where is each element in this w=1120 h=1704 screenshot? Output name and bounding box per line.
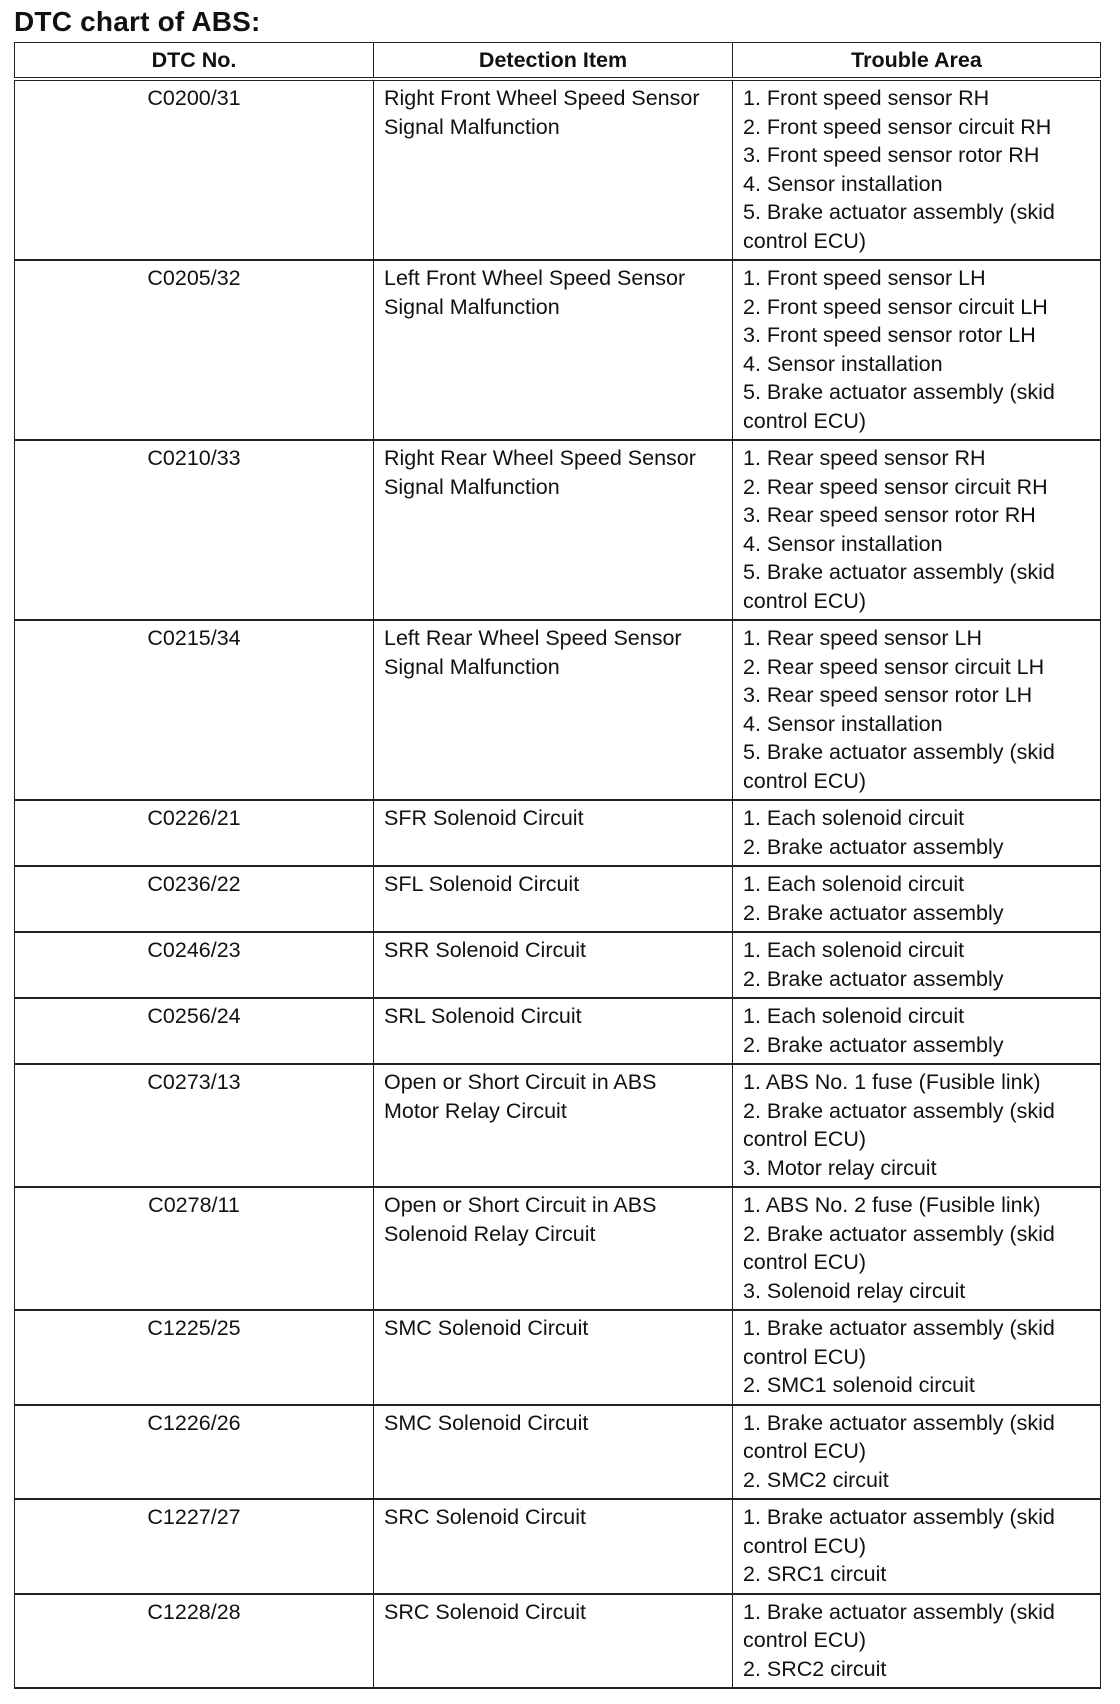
trouble-area-line: 5. Brake actuator assembly (skid — [743, 200, 1055, 224]
trouble-area-line: control ECU) — [743, 1250, 867, 1274]
trouble-area-line: 4. Sensor installation — [743, 171, 943, 196]
detection-item-line: Signal Malfunction — [384, 294, 560, 319]
trouble-area-line: 1. Each solenoid circuit — [743, 938, 965, 962]
trouble-area-line: 1. Each solenoid circuit — [743, 872, 965, 896]
detection-item-cell — [374, 800, 733, 866]
trouble-area-cell — [733, 1405, 1101, 1500]
trouble-area-cell — [733, 620, 1101, 800]
trouble-area-line: 2. SRC1 circuit — [743, 1562, 887, 1586]
page-title: DTC chart of ABS: — [14, 6, 261, 37]
detection-item-line: Right Rear Wheel Speed Sensor — [384, 446, 696, 470]
table-header-row — [15, 43, 1101, 80]
trouble-area-line: 2. Brake actuator assembly — [743, 966, 1004, 991]
trouble-area-cell — [733, 1187, 1101, 1310]
dtc-code-cell: C0256/24 — [15, 998, 374, 1064]
trouble-area-line: 1. ABS No. 2 fuse (Fusible link) — [743, 1193, 1041, 1217]
table-row — [15, 1187, 1101, 1310]
detection-item-line: Signal Malfunction — [384, 114, 560, 139]
trouble-area-line: control ECU) — [743, 228, 867, 253]
header-dtc-no: DTC No. — [15, 43, 374, 80]
trouble-area-line: 1. Brake actuator assembly (skid — [743, 1599, 1055, 1624]
table-row — [15, 260, 1101, 440]
trouble-area-line: control ECU) — [743, 1344, 867, 1369]
detection-item-cell — [374, 1310, 733, 1405]
trouble-area-line: 2. SRC2 circuit — [743, 1656, 887, 1681]
trouble-area-line: 5. Brake actuator assembly (skid — [743, 560, 1055, 584]
dtc-code-cell: C0205/32 — [15, 260, 374, 440]
dtc-code-cell: C0210/33 — [15, 440, 374, 620]
trouble-area-line: 3. Rear speed sensor rotor RH — [743, 503, 1036, 527]
table-row — [15, 1064, 1101, 1187]
trouble-area-line: 4. Sensor installation — [743, 711, 943, 736]
detection-item-line: SRC Solenoid Circuit — [384, 1505, 586, 1529]
trouble-area-cell — [733, 440, 1101, 620]
detection-item-line: Right Front Wheel Speed Sensor — [384, 86, 700, 110]
dtc-code-cell: C0236/22 — [15, 866, 374, 932]
detection-item-line: SRC Solenoid Circuit — [384, 1599, 586, 1624]
detection-item-line: SMC Solenoid Circuit — [384, 1410, 589, 1435]
trouble-area-line: control ECU) — [743, 768, 867, 793]
trouble-area-cell — [733, 79, 1101, 260]
detection-item-line: Solenoid Relay Circuit — [384, 1221, 596, 1246]
trouble-area-line: 3. Front speed sensor rotor LH — [743, 323, 1036, 347]
detection-item-line: SFL Solenoid Circuit — [384, 872, 580, 896]
detection-item-line: Signal Malfunction — [384, 474, 560, 499]
table-row — [15, 79, 1101, 260]
trouble-area-cell — [733, 1064, 1101, 1187]
dtc-code-cell: C1228/28 — [15, 1594, 374, 1689]
table-row — [15, 800, 1101, 866]
trouble-area-line: 2. Front speed sensor circuit LH — [743, 294, 1048, 319]
trouble-area-line: 1. Front speed sensor LH — [743, 266, 986, 290]
detection-item-line: Open or Short Circuit in ABS — [384, 1070, 657, 1094]
detection-item-line: Open or Short Circuit in ABS — [384, 1193, 657, 1217]
trouble-area-line: 1. ABS No. 1 fuse (Fusible link) — [743, 1070, 1041, 1094]
trouble-area-line: control ECU) — [743, 588, 867, 613]
trouble-area-line: 2. SMC2 circuit — [743, 1467, 889, 1492]
trouble-area-cell — [733, 800, 1101, 866]
dtc-code-cell: C0273/13 — [15, 1064, 374, 1187]
trouble-area-line: 2. Brake actuator assembly (skid — [743, 1098, 1055, 1123]
trouble-area-line: 3. Motor relay circuit — [743, 1155, 937, 1180]
dtc-code-cell: C1225/25 — [15, 1310, 374, 1405]
trouble-area-line: 2. Brake actuator assembly — [743, 1032, 1004, 1057]
dtc-code-cell: C0200/31 — [15, 79, 374, 260]
trouble-area-line: 1. Each solenoid circuit — [743, 806, 965, 830]
trouble-area-line: 2. SMC1 solenoid circuit — [743, 1373, 975, 1397]
dtc-table — [14, 42, 1101, 1689]
trouble-area-line: control ECU) — [743, 1127, 867, 1151]
trouble-area-line: control ECU) — [743, 408, 867, 433]
table-body — [15, 79, 1101, 1688]
detection-item-line: SMC Solenoid Circuit — [384, 1316, 589, 1340]
trouble-area-cell — [733, 866, 1101, 932]
trouble-area-line: 1. Rear speed sensor LH — [743, 626, 983, 650]
trouble-area-line: 3. Rear speed sensor rotor LH — [743, 683, 1033, 707]
detection-item-cell — [374, 998, 733, 1064]
detection-item-line: Motor Relay Circuit — [384, 1098, 567, 1123]
detection-item-line: SRL Solenoid Circuit — [384, 1004, 582, 1028]
detection-item-line: SRR Solenoid Circuit — [384, 938, 586, 962]
trouble-area-line: 2. Brake actuator assembly (skid — [743, 1221, 1055, 1246]
trouble-area-line: 2. Front speed sensor circuit RH — [743, 114, 1052, 139]
trouble-area-cell — [733, 1310, 1101, 1405]
trouble-area-line: 2. Rear speed sensor circuit RH — [743, 474, 1048, 499]
detection-item-cell — [374, 1499, 733, 1594]
trouble-area-line: 1. Rear speed sensor RH — [743, 446, 986, 470]
table-row — [15, 1594, 1101, 1689]
trouble-area-line: 5. Brake actuator assembly (skid — [743, 740, 1055, 764]
trouble-area-line: 5. Brake actuator assembly (skid — [743, 380, 1055, 404]
trouble-area-cell — [733, 260, 1101, 440]
detection-item-line: Signal Malfunction — [384, 654, 560, 679]
detection-item-cell — [374, 866, 733, 932]
header-detection-item: Detection Item — [374, 43, 733, 80]
trouble-area-line: control ECU) — [743, 1439, 867, 1463]
trouble-area-line: 1. Each solenoid circuit — [743, 1004, 965, 1028]
trouble-area-cell — [733, 998, 1101, 1064]
table-row — [15, 620, 1101, 800]
trouble-area-line: 3. Solenoid relay circuit — [743, 1278, 966, 1303]
detection-item-cell — [374, 1187, 733, 1310]
dtc-code-cell: C1226/26 — [15, 1405, 374, 1500]
detection-item-line: SFR Solenoid Circuit — [384, 806, 584, 830]
detection-item-cell — [374, 260, 733, 440]
detection-item-cell — [374, 932, 733, 998]
trouble-area-line: 1. Brake actuator assembly (skid — [743, 1505, 1055, 1529]
trouble-area-line: control ECU) — [743, 1628, 867, 1652]
detection-item-cell — [374, 620, 733, 800]
trouble-area-cell — [733, 932, 1101, 998]
trouble-area-line: 4. Sensor installation — [743, 351, 943, 376]
trouble-area-line: control ECU) — [743, 1533, 867, 1558]
detection-item-cell — [374, 440, 733, 620]
trouble-area-line: 2. Brake actuator assembly — [743, 834, 1004, 859]
dtc-code-cell: C1227/27 — [15, 1499, 374, 1594]
table-row — [15, 1405, 1101, 1500]
trouble-area-line: 1. Front speed sensor RH — [743, 86, 990, 110]
dtc-code-cell: C0246/23 — [15, 932, 374, 998]
trouble-area-line: 2. Brake actuator assembly — [743, 900, 1004, 925]
trouble-area-line: 2. Rear speed sensor circuit LH — [743, 654, 1045, 679]
table-row — [15, 1310, 1101, 1405]
table-row — [15, 1499, 1101, 1594]
trouble-area-cell — [733, 1499, 1101, 1594]
detection-item-cell — [374, 1064, 733, 1187]
detection-item-cell — [374, 1405, 733, 1500]
table-row — [15, 932, 1101, 998]
trouble-area-line: 4. Sensor installation — [743, 531, 943, 556]
detection-item-cell — [374, 1594, 733, 1689]
detection-item-line: Left Rear Wheel Speed Sensor — [384, 626, 682, 650]
table-row — [15, 866, 1101, 932]
trouble-area-line: 1. Brake actuator assembly (skid — [743, 1316, 1055, 1340]
detection-item-cell — [374, 79, 733, 260]
dtc-code-cell: C0226/21 — [15, 800, 374, 866]
header-trouble-area: Trouble Area — [733, 43, 1101, 80]
dtc-code-cell: C0278/11 — [15, 1187, 374, 1310]
table-row — [15, 998, 1101, 1064]
trouble-area-line: 3. Front speed sensor rotor RH — [743, 143, 1040, 167]
trouble-area-line: 1. Brake actuator assembly (skid — [743, 1410, 1055, 1435]
trouble-area-cell — [733, 1594, 1101, 1689]
table-row — [15, 440, 1101, 620]
detection-item-line: Left Front Wheel Speed Sensor — [384, 266, 686, 290]
dtc-code-cell: C0215/34 — [15, 620, 374, 800]
